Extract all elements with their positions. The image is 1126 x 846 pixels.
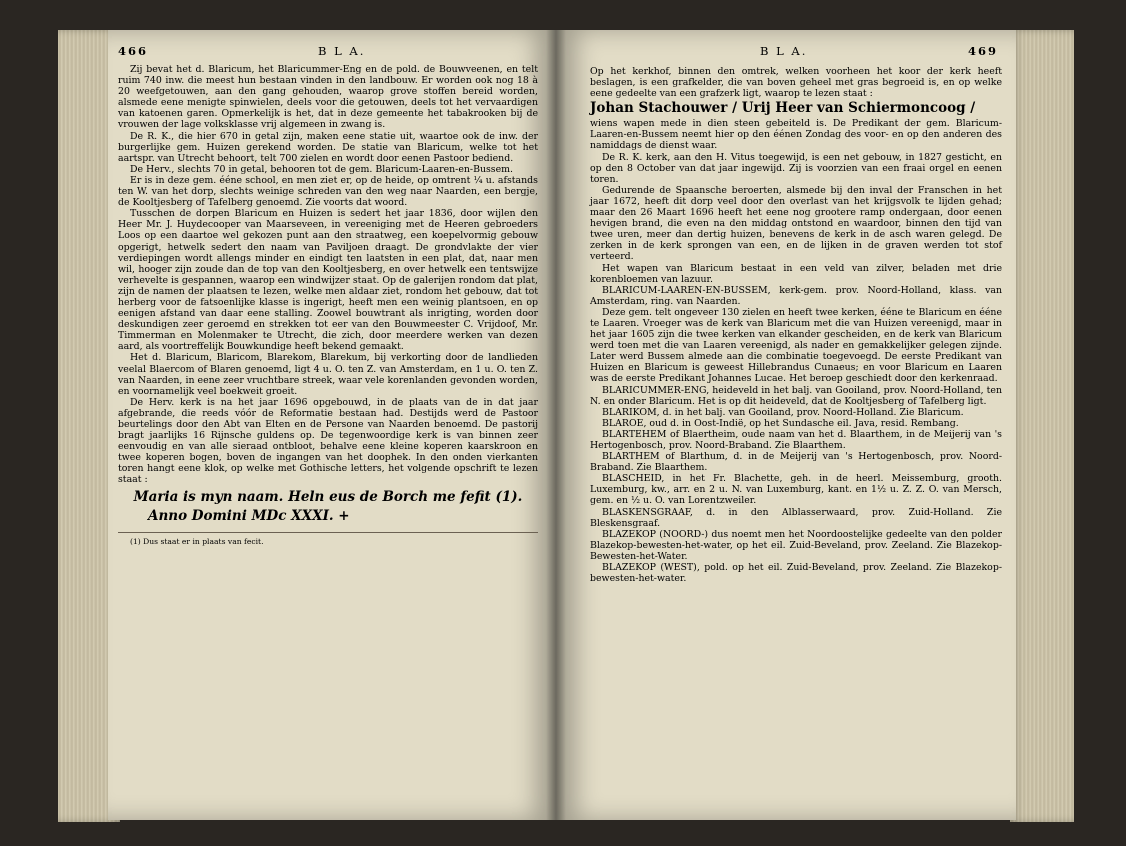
dictionary-entry: BLARIKOM, d. in het balj. van Gooiland, prov. Noord-Holland. Zie Blaricum. <box>602 406 964 418</box>
left-paragraph: Het d. Blaricum, Blaricom, Blarekom, Blarekum, bij verkorting door de landlieden veelal Blaercom of Blaren genoemd, ligt 4 u. O. ten Z. van Amsterdam, en 1 u. O. ten Z. van Naarden, in eene zeer vruchtbare streek, waar vele korenlanden gevonden worden, en voornamelijk veel boekweit groeit. <box>118 352 538 397</box>
dictionary-entry: BLARICUM-LAAREN-EN-BUSSEM, kerk-gem. prov. Noord-Holland, klass. van Amsterdam, ring. van Naarden. <box>590 284 1002 307</box>
right-running-head: B L A. <box>760 44 808 58</box>
left-paragraph: Tusschen de dorpen Blaricum en Huizen is sedert het jaar 1836, door wijlen den Heer Mr. J. Huydecooper van Maarseveen, in vereeniging met de Heeren gebroeders Loos op een daartoe wel gekozen punt aan den straatweg, een koepelvormig gebouw opgerigt, hetwelk sedert den naam van Paviljoen draagt. De grondvlakte der vier verdiepingen wordt allengs minder en eindigt ten laatsten in een plat, dat, naar men wil, hooger zijn zoude dan de top van den Kooltjesberg, en over hetwelk een tentswijze verhevelte is gespannen, waarop een windwijzer staat. Op de galerijen rondom dat plat, zijn de namen der plaatsen te lezen, welke men aldaar ziet, rondom het gebouw, dat tot herberg voor de fatsoenlijke klasse is ingerigt, heeft men een weinig plantsoen, en op eenigen afstand van daar eene stalling. Zoowel bouwtrant als inrigting, worden door deskundigen zeer geroemd en strekken tot eer van den Bouwmeester C. Vrijdoof, Mr. Timmerman en Molenmaker te Utrecht, die zich, door meerdere werken van dezen aard, als voortreffelijk Bouwkundige heeft bekend gemaakt. <box>118 208 538 353</box>
left-paragraph: De R. K., die hier 670 in getal zijn, maken eene statie uit, waartoe ook de inw. der burgerlijke gem. Huizen gerekend worden. De statie van Blaricum, welke tot het aartspr. van Utrecht behoort, telt 700 zielen en wordt door eenen Pastoor bediend. <box>118 130 538 164</box>
right-paragraph: Deze gem. telt ongeveer 130 zielen en heeft twee kerken, ééne te Blaricum en ééne te Laaren. Vroeger was de kerk van Blaricum met die van Huizen vereenigd, maar in het jaar 1605 zijn die twee kerken van elkander gescheiden, en de kerk van Blaricum werd toen met die van Laaren vereenigd, als nader en gemakkelijker gelegen zijnde. Later werd Bussem almede aan die combinatie toegevoegd. De eerste Predikant van Huizen en Blaricum is geweest Hillebrandus Cunaeus; en voor Blaricum en Laaren was de eerste Predikant Johannes Lucae. Het beroep geschiedt door den kerkenraad. <box>590 306 1002 385</box>
left-paragraph: Er is in deze gem. ééne school, en men ziet er, op de heide, op omtrent ¼ u. afstands ten W. van het dorp, slechts weinige schreden van den weg naar Naarden, een bergje, de Kooltjesberg of Tafelberg genoemd. Zie voorts dat woord. <box>118 174 538 209</box>
dictionary-entry: BLASCHEID, in het Fr. Blachette, geh. in de heerl. Meissemburg, grooth. Luxemburg, kw., arr. en 2 u. N. van Luxemburg, kant. en 1½ u. Z. Z. O. van Mersch, gem. en ½ u. O. van Lorentzweiler. <box>590 473 1002 507</box>
dictionary-entry: BLAROE, oud d. in Oost-Indië, op het Sundasche eil. Java, resid. Rembang. <box>602 417 959 429</box>
right-paragraph: Het wapen van Blaricum bestaat in een veld van zilver, beladen met drie korenbloemen van lazuur. <box>590 262 1002 285</box>
book-gutter <box>546 30 566 820</box>
dictionary-entry: BLARTHEM of Blarthum, d. in de Meijerij van 's Hertogenbosch, prov. Noord-Braband. Zie Blaarthem. <box>590 451 1002 474</box>
dictionary-entry: BLAZEKOP (NOORD-) dus noemt men het Noordoostelijke gedeelte van den polder Blazekop-bewesten-het-water, op het eil. Zuid-Beveland, prov. Zeeland. Zie Blazekop-Bewesten-het-Water. <box>590 528 1002 562</box>
dictionary-entry: BLASKENSGRAAF, d. in den Alblasserwaard, prov. Zuid-Holland. Zie Bleskensgraaf. <box>590 506 1002 529</box>
left-page-number: 466 <box>118 44 149 58</box>
left-paragraph: De Herv. kerk is na het jaar 1696 opgebouwd, in de plaats van de in dat jaar afgebrande, die reeds vóór de Reformatie bestaan had. Destijds werd de Pastoor beurtelings door den Abt van Elten en de Persone van Naarden benoemd. De pastorij bragt jaarlijks 16 Rijnsche guldens op. De tegenwoordige kerk is van binnen zeer eenvoudig en van alle sieraad ontbloot, behalve eene kleine koperen kaarskroon en twee koperen bogen, boven de ingangen van het doophek. In den onden vierkanten toren hangt eene klok, op welke met Gothische letters, het volgende opschrift te lezen staat : <box>118 396 538 486</box>
dictionary-entry: BLARTEHEM of Blaertheim, oude naam van het d. Blaarthem, in de Meijerij van 's Hertogenbosch, prov. Noord-Braband. Zie Blaarthem. <box>590 428 1002 451</box>
gravestone-inscription: Johan Stachouwer / Urij Heer van Schiermoncoog / <box>590 100 976 117</box>
bell-inscription-line-2: Anno Domini MDc XXXI. + <box>148 507 350 524</box>
footnote: (1) Dus staat er in plaats van fecit. <box>130 536 264 546</box>
bell-inscription-line-1: Maria is myn naam. Heln eus de Borch me fefit (1). <box>133 488 523 505</box>
right-paragraph: wiens wapen mede in dien steen gebeiteld is. De Predikant der gem. Blaricum-Laaren-en-Bussem neemt hier op den éénen Zondag des voor- en op den anderen des namiddags de dienst waar. <box>590 118 1002 152</box>
right-page-body <box>590 66 1002 584</box>
right-page-number: 469 <box>968 44 999 58</box>
right-paragraph: Gedurende de Spaansche beroerten, alsmede bij den inval der Franschen in het jaar 1672, heeft dit dorp veel door den overlast van het krijgsvolk te lijden gehad; maar den 26 Maart 1696 heeft het eene nog grootere ramp ondergaan, door eenen hevigen brand, die even na den middag ontstond en waardoor, binnen den tijd van twee uren, meer dan dertig huizen, benevens de kerk in de asch waren gelegd. De zerken in de kerk sprongen van een, en de lijken in de graven werden tot stof verteerd. <box>590 184 1002 263</box>
right-page-edges <box>1010 30 1074 822</box>
left-page-body <box>118 64 538 547</box>
left-paragraph: Zij bevat het d. Blaricum, het Blaricummer-Eng en de pold. de Bouwveenen, en telt ruim 740 inw. die meest hun bestaan vinden in den landbouw. Er worden ook nog 18 à 20 weefgetouwen, aan den gang gehouden, waarop grove stoffen bereid worden, alsmede eene menigte spinwielen, deels voor die getouwen, deels tot het vervaardigen van katoenen garen. Opmerkelijk is het, dat in deze gemeente het tabakrooken bij de vrouwen der lage volksklasse vrij algemeen in zwang is. <box>118 64 538 131</box>
footnote-divider <box>118 532 538 533</box>
left-running-head: B L A. <box>318 44 366 58</box>
dictionary-entry: BLAZEKOP (WEST), pold. op het eil. Zuid-Beveland, prov. Zeeland. Zie Blazekop-bewesten-het-water. <box>590 562 1002 585</box>
right-paragraph: Op het kerkhof, binnen den omtrek, welken voorheen het koor der kerk heeft beslagen, is een grafkelder, die van boven geheel met gras begroeid is, en op welke eene gedeelte van een grafzerk ligt, waarop te lezen staat : <box>590 66 1002 100</box>
left-paragraph: De Herv., slechts 70 in getal, behooren tot de gem. Blaricum-Laaren-en-Bussem. <box>130 163 514 175</box>
right-paragraph: De R. K. kerk, aan den H. Vitus toegewijd, is een net gebouw, in 1827 gesticht, en op den 8 October van dat jaar ingewijd. Zij is voorzien van een fraai orgel en eenen toren. <box>590 151 1002 185</box>
dictionary-entry: BLARICUMMER-ENG, heideveld in het balj. van Gooiland, prov. Noord-Holland, ten N. en onder Blaricum. Het is op dit heideveld, dat de Kooltjesberg of Tafelberg ligt. <box>590 384 1002 407</box>
